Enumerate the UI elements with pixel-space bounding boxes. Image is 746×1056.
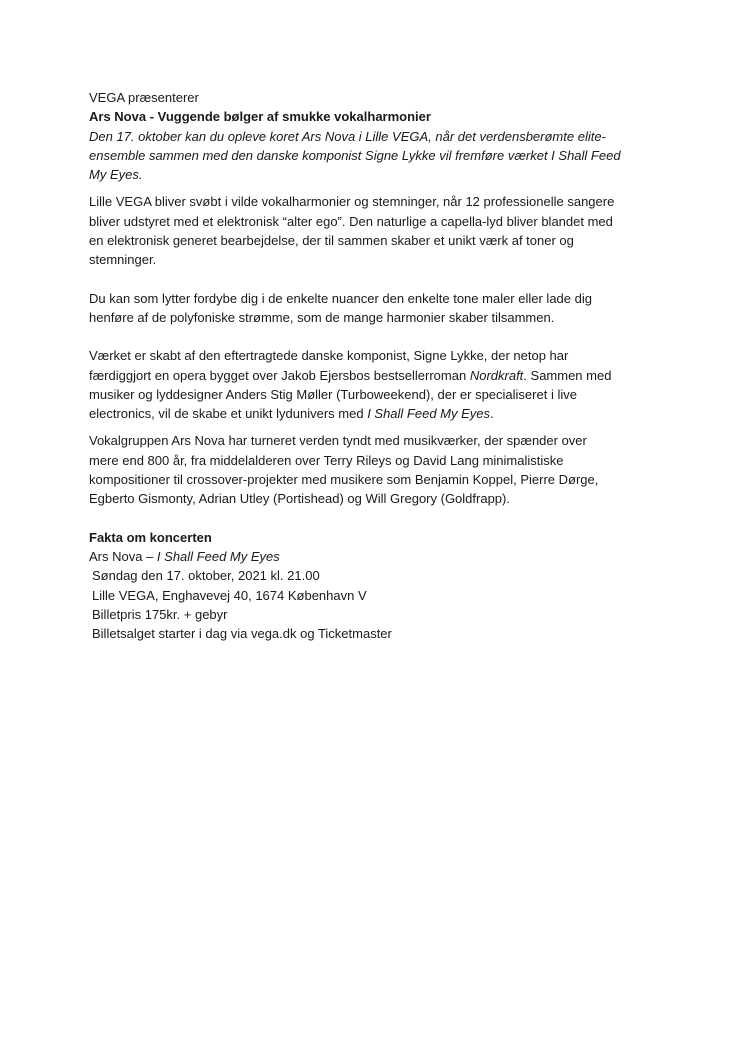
intro-line: ensemble sammen med den danske komponist Signe Lykke vil fremføre værket I Shall Feed [89, 147, 621, 163]
paragraph-2 [89, 289, 669, 328]
work-title: I Shall Feed My Eyes [367, 406, 491, 422]
headline: Ars Nova - Vuggende bølger af smukke vokalharmonier [89, 109, 431, 125]
facts-section [89, 528, 669, 644]
body-line: kompositioner til crossover-projekter med musikere som Benjamin Koppel, Pierre Dørge, [89, 472, 599, 488]
facts-item: Billetsalget starter i dag via vega.dk og Ticketmaster [92, 626, 392, 642]
body-line: musiker og lyddesigner Anders Stig Møller (Turboweekend), der er specialiseret i live [89, 386, 577, 402]
intro-line: My Eyes. [89, 167, 143, 183]
body-line: bliver udstyret med et elektronisk “alter ego”. Den naturlige a capella-lyd bliver blandet med [89, 213, 613, 229]
document-page [89, 88, 669, 643]
facts-item: Billetpris 175kr. + gebyr [92, 606, 228, 622]
body-line: stemninger. [89, 252, 157, 268]
paragraph-3 [89, 346, 669, 423]
body-line: henføre af de polyfoniske strømme, som de mange harmonier skaber tilsammen. [89, 309, 555, 325]
body-line: Værket er skabt af den eftertragtede danske komponist, Signe Lykke, der netop har [89, 348, 569, 364]
paragraph-1 [89, 192, 669, 269]
body-line: mere end 800 år, fra middelalderen over Terry Rileys og David Lang minimalistiske [89, 452, 564, 468]
facts-title: Ars Nova – I Shall Feed My Eyes [89, 548, 280, 564]
facts-heading: Fakta om koncerten [89, 529, 212, 545]
kicker: VEGA præsenterer [89, 90, 199, 105]
body-line: en elektronisk generet bearbejdelse, der til sammen skaber et unikt værk af toner og [89, 233, 574, 249]
facts-item: Lille VEGA, Enghavevej 40, 1674 København V [92, 587, 367, 603]
facts-item: Søndag den 17. oktober, 2021 kl. 21.00 [92, 568, 320, 584]
intro-line: Den 17. oktober kan du opleve koret Ars Nova i Lille VEGA, når det verdensberømte elite- [89, 128, 606, 144]
body-line: færdiggjort en opera bygget over Jakob Ejersbos bestsellerroman Nordkraft. Sammen med [89, 367, 612, 383]
body-line: Vokalgruppen Ars Nova har turneret verden tyndt med musikværker, der spænder over [89, 433, 587, 449]
intro-paragraph [89, 127, 669, 185]
book-title: Nordkraft [469, 367, 524, 383]
paragraph-4 [89, 431, 669, 508]
body-line: Lille VEGA bliver svøbt i vilde vokalharmonier og stemninger, når 12 professionelle sangere [89, 194, 615, 210]
body-line: Du kan som lytter fordybe dig i de enkelte nuancer den enkelte tone maler eller lade dig [89, 290, 592, 306]
body-line: electronics, vil de skabe et unikt lydunivers med I Shall Feed My Eyes. [89, 406, 494, 422]
body-line: Egberto Gismonty, Adrian Utley (Portishead) og Will Gregory (Goldfrapp). [89, 491, 510, 507]
